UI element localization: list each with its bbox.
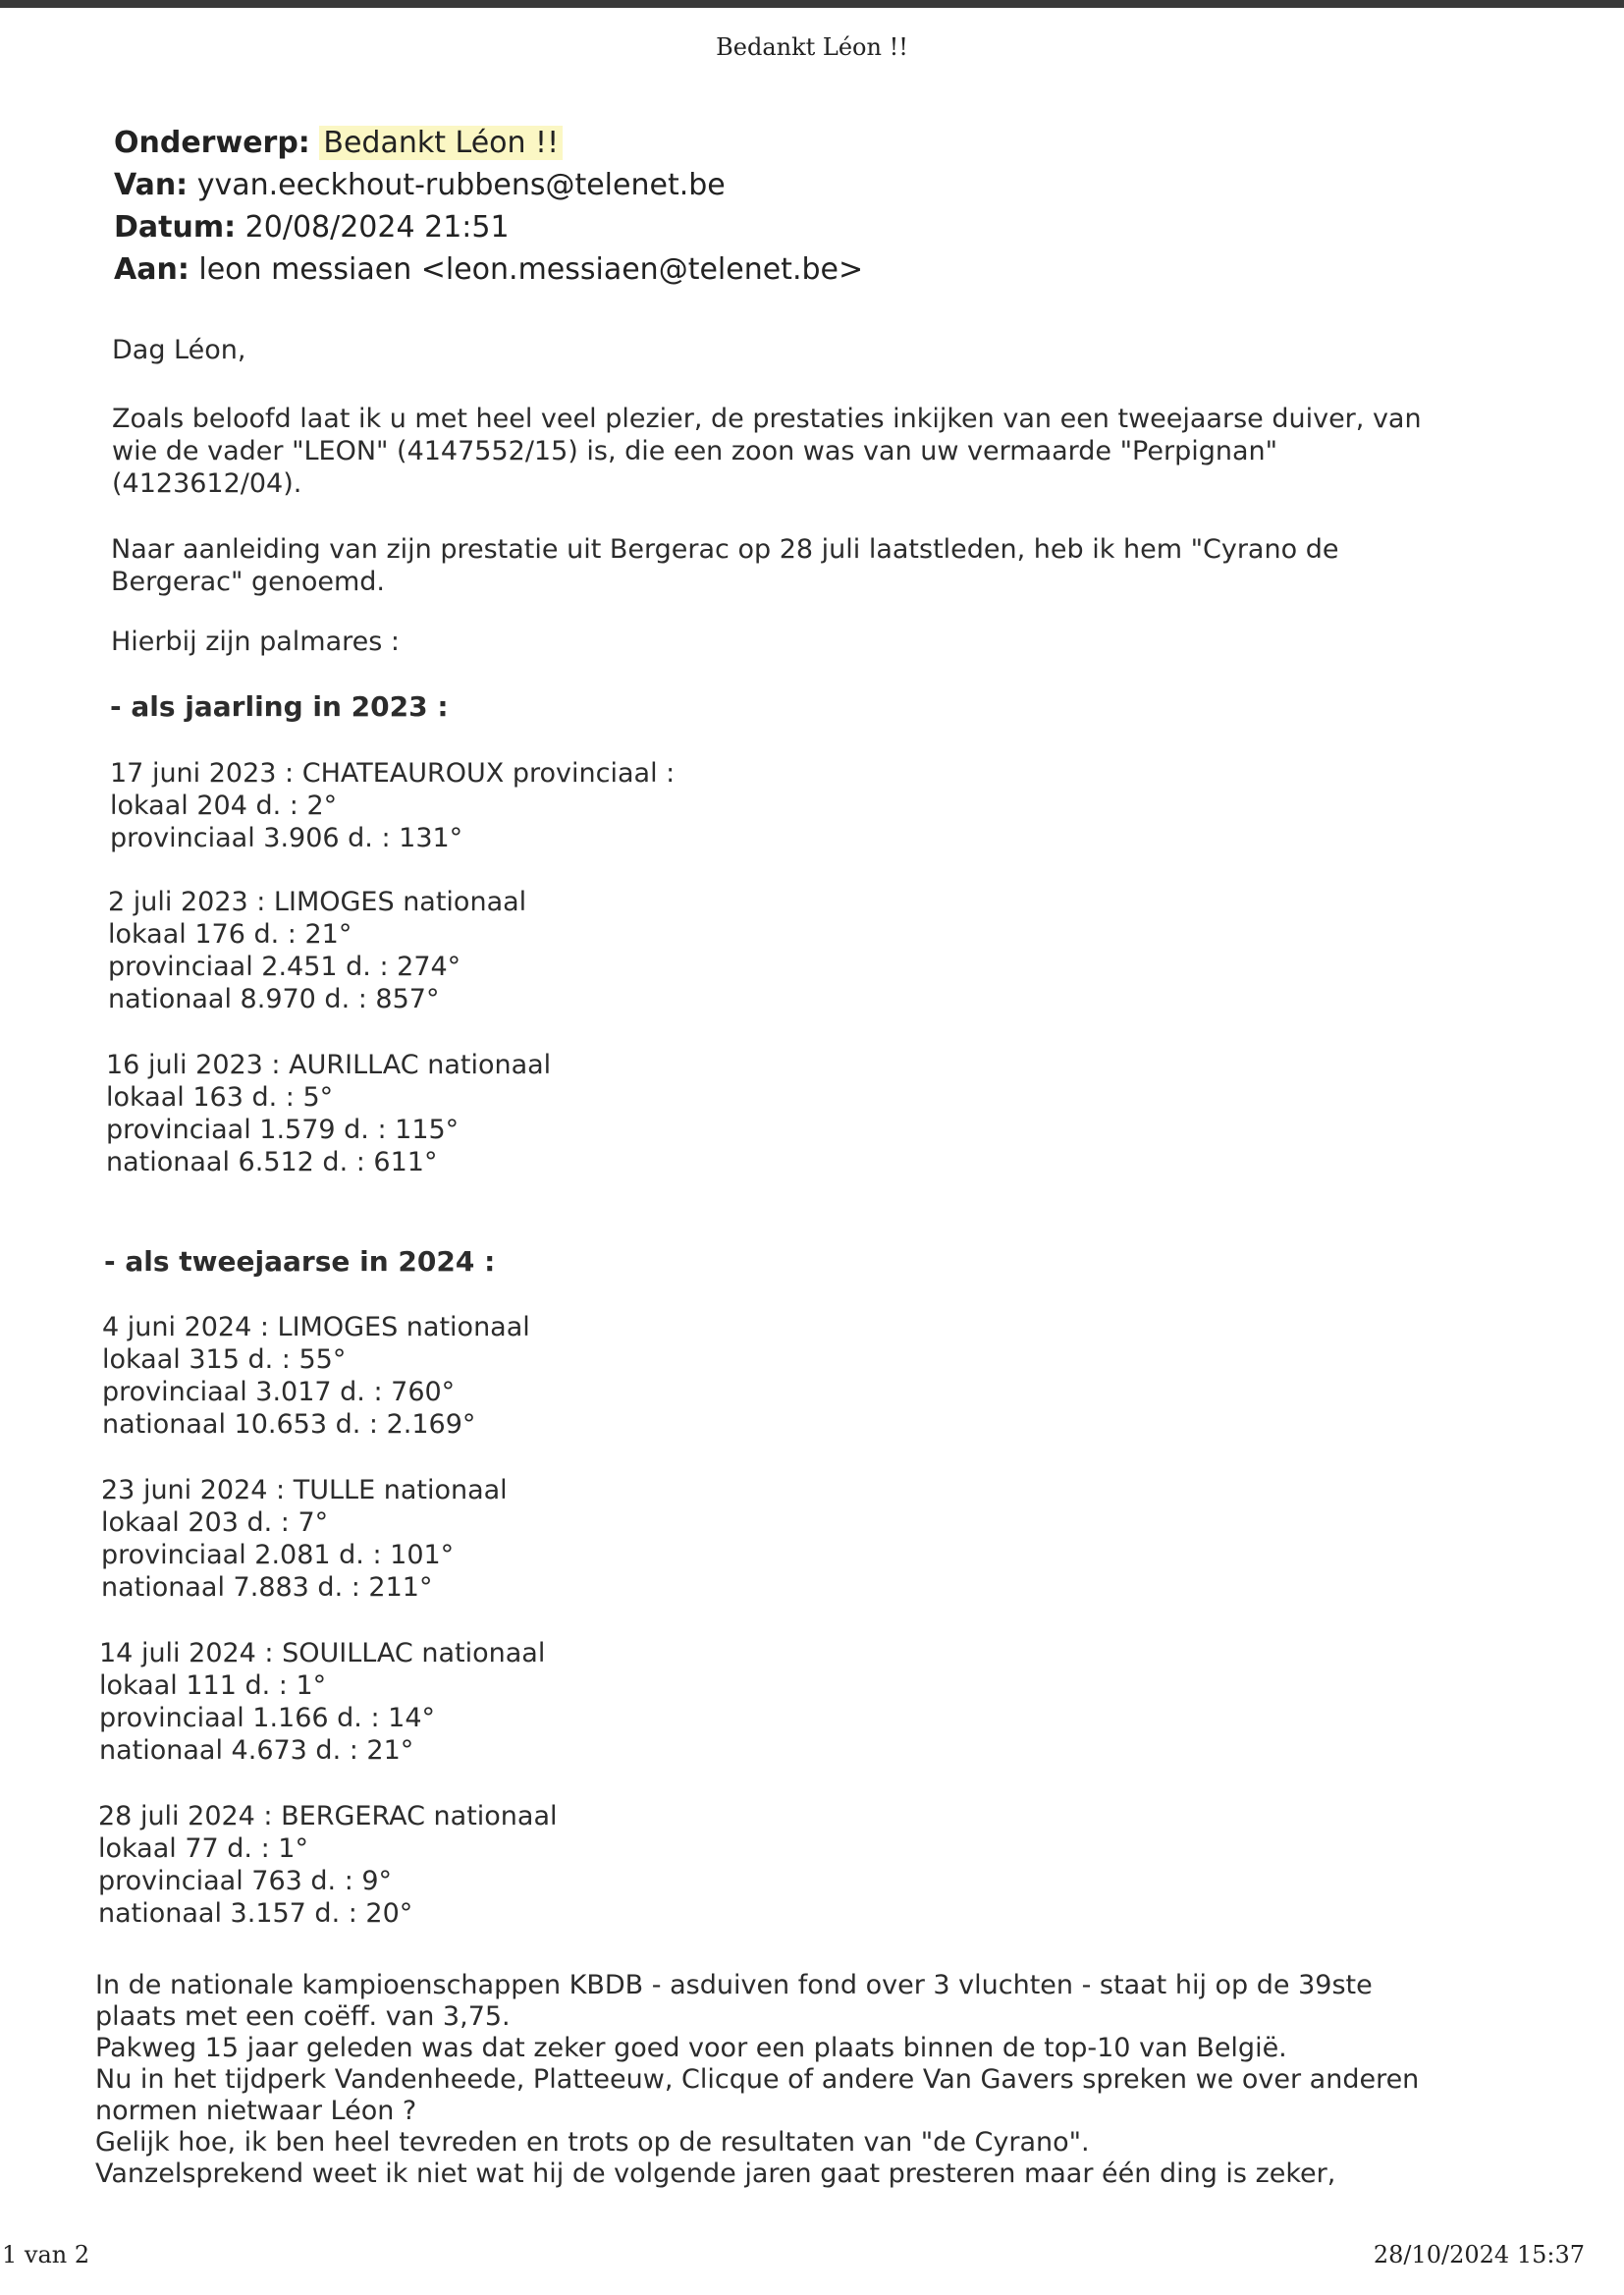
date-value: 20/08/2024 21:51 <box>244 210 510 245</box>
to-value: leon messiaen <leon.messiaen@telenet.be> <box>198 252 864 287</box>
text-line: Gelijk hoe, ik ben heel tevreden en trots op de resultaten van "de Cyrano". <box>95 2127 1090 2158</box>
section-heading-2024: - als tweejaarse in 2024 : <box>104 1245 496 1278</box>
to-row <box>114 248 863 291</box>
text-line: normen nietwaar Léon ? <box>95 2096 417 2126</box>
race-line: lokaal 111 d. : 1° <box>99 1670 327 1701</box>
race-line: provinciaal 2.451 d. : 274° <box>108 952 461 982</box>
text-line: Bergerac" genoemd. <box>111 567 386 597</box>
text-line: plaats met een coëff. van 3,75. <box>95 2001 511 2032</box>
subject-row <box>114 122 863 164</box>
race-line: nationaal 7.883 d. : 211° <box>101 1572 433 1603</box>
page-number: 1 van 2 <box>2 2241 90 2268</box>
closing-paragraph <box>95 1970 1419 2190</box>
race-line: nationaal 8.970 d. : 857° <box>108 984 440 1014</box>
race-line: nationaal 10.653 d. : 2.169° <box>102 1409 476 1440</box>
race-title: 16 juli 2023 : AURILLAC nationaal <box>106 1050 552 1080</box>
race-line: lokaal 176 d. : 21° <box>108 919 352 950</box>
race-line: lokaal 77 d. : 1° <box>98 1833 308 1864</box>
text-line: wie de vader "LEON" (4147552/15) is, die een zoon was van uw vermaarde "Perpignan" <box>112 436 1278 466</box>
race-result-block <box>101 1474 508 1604</box>
race-line: nationaal 6.512 d. : 611° <box>106 1147 438 1177</box>
race-title: 17 juni 2023 : CHATEAUROUX provinciaal : <box>110 758 676 789</box>
subject-value: Bedankt Léon !! <box>319 126 563 160</box>
print-page-title: Bedankt Léon !! <box>716 33 908 61</box>
text-line: Zoals beloofd laat ik u met heel veel plezier, de prestaties inkijken van een tweejaarse duiver, van <box>112 404 1422 434</box>
race-line: lokaal 204 d. : 2° <box>110 791 338 821</box>
date-label: Datum: <box>114 210 237 245</box>
text-line: Naar aanleiding van zijn prestatie uit Bergerac op 28 juli laatstleden, heb ik hem "Cyrano de <box>111 534 1339 565</box>
scan-top-edge <box>0 0 1624 8</box>
race-title: 14 juli 2024 : SOUILLAC nationaal <box>99 1638 546 1668</box>
from-label: Van: <box>114 168 189 202</box>
race-line: provinciaal 763 d. : 9° <box>98 1866 393 1896</box>
text-line: (4123612/04). <box>112 468 302 499</box>
race-line: provinciaal 1.166 d. : 14° <box>99 1703 435 1733</box>
race-line: provinciaal 1.579 d. : 115° <box>106 1115 460 1145</box>
to-label: Aan: <box>114 252 189 287</box>
race-line: lokaal 315 d. : 55° <box>102 1344 347 1375</box>
palmares-intro: Hierbij zijn palmares : <box>111 627 401 657</box>
race-title: 2 juli 2023 : LIMOGES nationaal <box>108 887 527 917</box>
race-result-block <box>110 757 675 854</box>
race-line: provinciaal 3.017 d. : 760° <box>102 1377 456 1407</box>
race-result-block <box>102 1311 530 1441</box>
subject-label: Onderwerp: <box>114 126 310 160</box>
text-line: Pakweg 15 jaar geleden was dat zeker goed voor een plaats binnen de top-10 van België. <box>95 2033 1287 2063</box>
race-title: 23 juni 2024 : TULLE nationaal <box>101 1475 508 1505</box>
race-line: lokaal 163 d. : 5° <box>106 1082 334 1113</box>
race-line: nationaal 3.157 d. : 20° <box>98 1898 413 1929</box>
race-line: provinciaal 3.906 d. : 131° <box>110 823 463 853</box>
race-result-block <box>99 1637 545 1767</box>
race-result-block <box>108 886 526 1015</box>
race-result-block <box>98 1800 558 1930</box>
email-header <box>114 122 863 291</box>
intro-paragraph <box>112 403 1422 500</box>
greeting: Dag Léon, <box>112 335 246 365</box>
race-line: nationaal 4.673 d. : 21° <box>99 1735 414 1766</box>
print-timestamp: 28/10/2024 15:37 <box>1373 2241 1585 2268</box>
section-heading-2023: - als jaarling in 2023 : <box>110 690 449 723</box>
from-value: yvan.eeckhout-rubbens@telenet.be <box>196 168 726 202</box>
date-row <box>114 206 863 248</box>
from-row <box>114 164 863 206</box>
naming-paragraph <box>111 533 1338 598</box>
race-line: provinciaal 2.081 d. : 101° <box>101 1540 455 1570</box>
text-line: Nu in het tijdperk Vandenheede, Platteeuw, Clicque of andere Van Gavers spreken we over anderen <box>95 2064 1420 2095</box>
text-line: In de nationale kampioenschappen KBDB - asduiven fond over 3 vluchten - staat hij op de 39ste <box>95 1970 1373 2000</box>
race-title: 28 juli 2024 : BERGERAC nationaal <box>98 1801 558 1831</box>
race-result-block <box>106 1049 551 1178</box>
race-line: lokaal 203 d. : 7° <box>101 1507 329 1538</box>
text-line: Vanzelsprekend weet ik niet wat hij de volgende jaren gaat presteren maar één ding is zeker, <box>95 2158 1336 2189</box>
race-title: 4 juni 2024 : LIMOGES nationaal <box>102 1312 530 1342</box>
